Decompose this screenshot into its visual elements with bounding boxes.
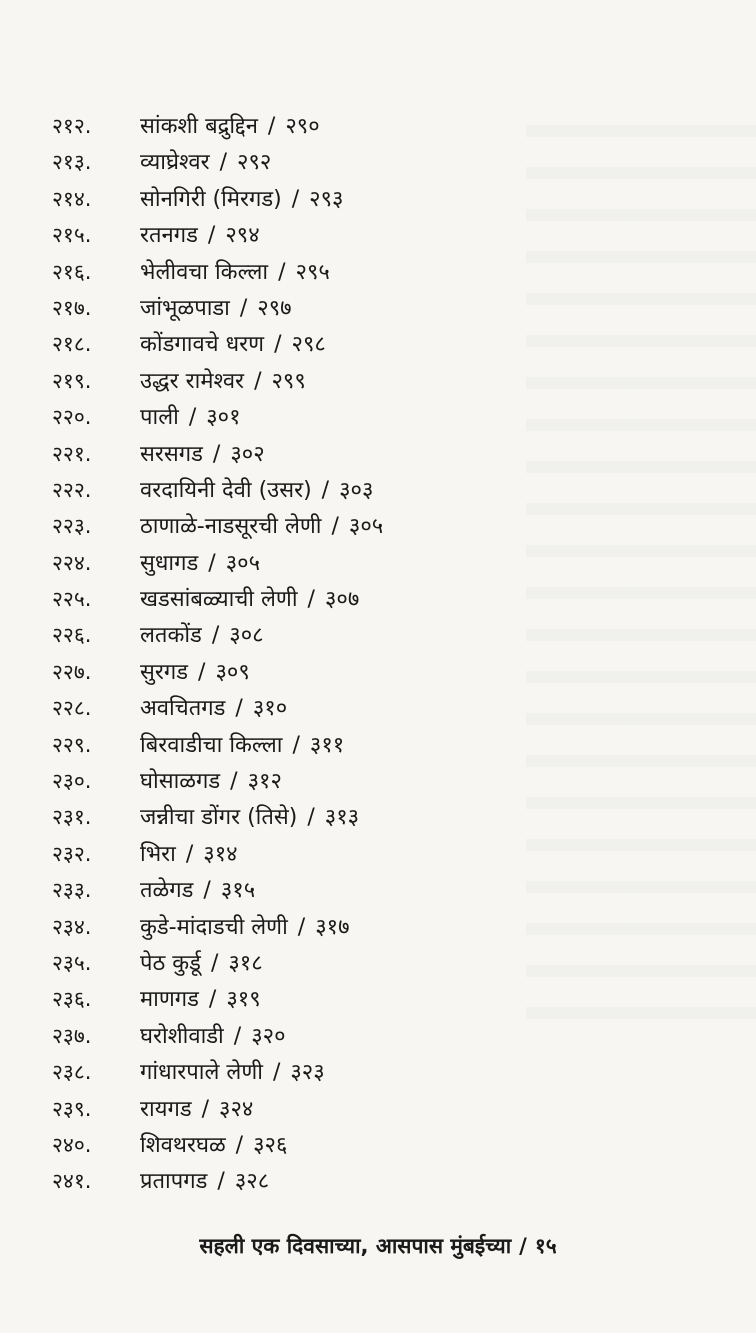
toc-entry [52,217,612,253]
entry-title: रतनगड [140,223,198,249]
entry-separator: / [208,550,216,576]
toc-entry [52,1018,612,1054]
entry-number: २२१. [52,441,92,466]
entry-title: भेलीवचा किल्ला [140,259,269,285]
entry-number: २३८. [52,1060,92,1085]
entry-number: २१३. [52,150,92,175]
toc-entry [52,836,612,872]
entry-page-number: ३१४ [203,841,238,867]
toc-entry [52,508,612,544]
entry-title: प्रतापगड [140,1169,208,1195]
entry-separator: / [207,223,216,249]
toc-entry [52,690,612,726]
entry-title: पाली [140,405,179,431]
footer-separator: / [519,1234,527,1258]
entry-separator: / [185,841,194,867]
entry-separator: / [210,950,219,976]
entry-separator: / [239,295,248,321]
entry-title: अवचितगड [140,696,226,722]
entry-page-number: ३०१ [206,405,241,431]
entry-number: २३९. [52,1096,92,1121]
entry-separator: / [307,805,315,831]
entry-page-number: ३१९ [226,987,261,1013]
entry-page-number: २९७ [257,295,292,321]
entry-page-number: ३०९ [215,659,250,685]
entry-separator: / [233,1023,242,1049]
toc-entry [52,799,612,835]
entry-page-number: ३२३ [290,1060,325,1086]
entry-title: रायगड [140,1096,192,1122]
entry-separator: / [208,987,217,1013]
entry-number: २२२. [52,477,92,502]
toc-entry [52,545,612,581]
entry-separator: / [230,769,238,795]
toc-entry [52,436,612,472]
entry-page-number: ३१८ [228,950,263,976]
entry-page-number: ३०३ [339,477,374,503]
entry-number: २३६. [52,987,92,1012]
entry-title: पेठ कुर्डू [140,950,201,976]
entry-number: २३४. [52,914,92,939]
entry-separator: / [198,659,206,685]
entry-page-number: ३१२ [247,769,282,795]
entry-number: २४०. [52,1132,92,1157]
toc-entry [52,363,612,399]
entry-page-number: ३२८ [234,1169,270,1195]
page-footer [0,1232,756,1260]
entry-number: २२९. [52,732,92,757]
entry-number: २१५. [52,223,92,248]
entry-title: घरोशीवाडी [140,1023,224,1049]
entry-title: कुडे-मांदाडची लेणी [140,914,288,940]
toc-entry [52,399,612,435]
entry-page-number: ३२४ [219,1096,254,1122]
entry-separator: / [217,1169,225,1195]
entry-title: उद्धर रामेश्वर [140,368,245,394]
entry-number: २२७. [52,659,92,684]
entry-number: २२६. [52,623,92,648]
toc-entry [52,763,612,799]
entry-page-number: ३१० [252,696,288,722]
entry-title: शिवथरघळ [140,1132,226,1158]
entry-title: तळेगड [140,878,194,904]
entry-number: २३१. [52,805,92,830]
entry-page-number: ३२६ [253,1132,288,1158]
entry-page-number: ३११ [309,732,345,758]
entry-number: २१९. [52,368,92,393]
toc-entry [52,254,612,290]
entry-number: २३०. [52,769,92,794]
entry-number: २१६. [52,259,92,284]
entry-page-number: २९२ [237,150,272,176]
entry-page-number: ३०५ [225,550,261,576]
entry-title: घोसाळगड [140,769,221,795]
toc-entry [52,909,612,945]
toc-entry [52,472,612,508]
entry-title: जन्नीचा डोंगर (तिसे) [140,805,298,831]
toc-entry [52,1163,612,1199]
entry-page-number: ३१७ [315,914,350,940]
entry-separator: / [219,150,227,176]
entry-separator: / [211,623,220,649]
entry-separator: / [188,405,197,431]
entry-separator: / [201,1096,210,1122]
entry-page-number: ३०८ [229,623,264,649]
entry-separator: / [321,477,330,503]
toc-entry [52,1054,612,1090]
toc-entry [52,108,612,144]
toc-entry [52,581,612,617]
entry-number: २३७. [52,1023,92,1048]
toc-entry [52,1091,612,1127]
entry-number: २१४. [52,186,92,211]
entry-page-number: ३२० [251,1023,286,1049]
entry-page-number: २९४ [225,223,260,249]
toc-entry [52,144,612,180]
entry-number: २२०. [52,405,92,430]
entry-separator: / [235,696,243,722]
entry-separator: / [307,587,315,613]
entry-title: सोनगिरी (मिरगड) [140,186,282,212]
entry-separator: / [212,441,221,467]
entry-title: ठाणाळे-नाडसूरची लेणी [140,514,322,540]
entry-separator: / [331,514,339,540]
entry-title: भिरा [140,841,176,867]
entry-page-number: २९५ [295,259,330,285]
entry-page-number: ३०२ [230,441,265,467]
entry-page-number: २९० [285,114,320,139]
toc-entry [52,654,612,690]
entry-title: सरसगड [140,441,203,467]
entry-title: जांभूळपाडा [140,295,230,321]
entry-number: २२८. [52,696,92,721]
entry-page-number: २९९ [271,368,306,394]
entry-separator: / [267,114,276,139]
entry-number: २१८. [52,332,92,357]
entry-number: २२४. [52,550,92,575]
entry-number: २३३. [52,878,92,903]
entry-page-number: ३१५ [220,878,256,904]
entry-page-number: २९८ [291,332,326,358]
toc-entry [52,727,612,763]
entry-number: २२५. [52,587,92,612]
entry-separator: / [274,332,282,358]
entry-page-number: २९३ [309,186,344,212]
entry-title: व्याघ्रेश्वर [140,150,210,176]
entry-page-number: ३०७ [324,587,360,613]
toc-entry [52,181,612,217]
entry-title: बिरवाडीचा किल्ला [140,732,283,758]
entry-separator: / [278,259,286,285]
toc-entry [52,290,612,326]
footer-page-number: १५ [534,1234,557,1258]
entry-separator: / [203,878,211,904]
toc-entry [52,617,612,653]
entry-title: गांधारपाले लेणी [140,1060,263,1086]
entry-title: खडसांबळ्याची लेणी [140,587,298,613]
table-of-contents [52,108,612,1200]
entry-separator: / [235,1132,244,1158]
entry-number: २३२. [52,841,92,866]
toc-entry [52,1127,612,1163]
entry-number: २३५. [52,950,92,975]
entry-page-number: ३१३ [324,805,360,831]
entry-title: वरदायिनी देवी (उसर) [140,477,312,503]
entry-title: सांकशी बद्रुद्दिन [140,114,258,139]
footer-book-title: सहली एक दिवसाच्या, आसपास मुंबईच्या [199,1234,512,1258]
toc-entry [52,981,612,1017]
entry-title: लतकोंड [140,623,202,649]
toc-entry [52,326,612,362]
entry-separator: / [292,732,300,758]
toc-entry [52,872,612,908]
entry-separator: / [297,914,306,940]
entry-title: सुरगड [140,659,189,685]
entry-title: कोंडगावचे धरण [140,332,265,358]
entry-number: २४१. [52,1169,92,1194]
entry-number: २१२. [52,114,92,138]
entry-number: २१७. [52,295,92,320]
entry-title: माणगड [140,987,199,1013]
entry-separator: / [291,186,300,212]
entry-number: २२३. [52,514,92,539]
entry-separator: / [272,1060,281,1086]
entry-separator: / [254,368,262,394]
entry-title: सुधागड [140,550,199,576]
entry-page-number: ३०५ [348,514,384,540]
toc-entry [52,945,612,981]
